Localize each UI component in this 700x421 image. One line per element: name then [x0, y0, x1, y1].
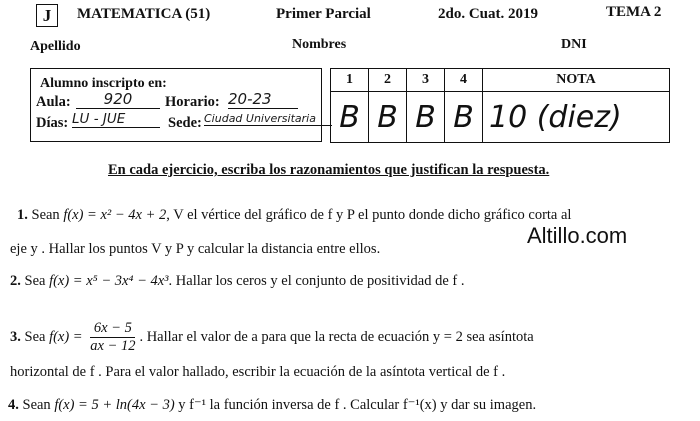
grade-value-3: B	[407, 92, 445, 143]
sede-value: Ciudad Universitaria	[204, 112, 332, 126]
exercise-1-function: f(x) = x² − 4x + 2	[63, 207, 167, 223]
exam-title: Primer Parcial	[276, 6, 371, 22]
grade-value-2: B	[369, 92, 407, 143]
exercise-4-number: 4.	[8, 397, 19, 413]
exercise-3-function-label: f(x) =	[49, 328, 83, 345]
grades-table	[330, 68, 670, 143]
aula-label: Aula:	[36, 94, 71, 110]
exercise-1-lead: Sean	[31, 207, 60, 223]
dias-label: Días:	[36, 115, 69, 131]
dias-value: LU - JUE	[72, 111, 160, 128]
exercise-1-number: 1.	[17, 207, 28, 223]
exercise-2-text: . Hallar los ceros y el conjunto de positividad de f .	[168, 273, 465, 289]
subject-title: MATEMATICA (51)	[77, 6, 211, 22]
exercise-2-number: 2.	[10, 273, 21, 289]
grade-header-4: 4	[445, 69, 483, 92]
term-label: 2do. Cuat. 2019	[438, 6, 539, 22]
exercise-3-denominator: ax − 12	[90, 338, 136, 354]
exercise-2-lead: Sea	[24, 273, 46, 289]
grade-value-1: B	[331, 92, 369, 143]
grades-value-row	[331, 92, 670, 143]
grades-header-row	[331, 69, 670, 92]
horario-value: 20-23	[228, 90, 298, 109]
exercise-3-fraction	[90, 320, 135, 355]
instructions: En cada ejercicio, escriba los razonamientos que justifican la respuesta.	[108, 162, 550, 178]
grade-header-1: 1	[331, 69, 369, 92]
exercise-4-function: f(x) = 5 + ln(4x − 3)	[54, 397, 175, 413]
aula-value: 920	[76, 90, 160, 109]
exercise-1-continuation: eje y . Hallar los puntos V y P y calcular la distancia entre ellos.	[10, 241, 381, 257]
sede-label: Sede:	[168, 115, 202, 131]
nota-value: 10 (diez)	[483, 92, 670, 143]
horario-label: Horario:	[165, 94, 220, 110]
exercise-3-number: 3.	[10, 328, 21, 345]
tema-letter-box: J	[36, 4, 58, 27]
exercise-2	[10, 273, 465, 290]
grade-header-2: 2	[369, 69, 407, 92]
student-info-title: Alumno inscripto en:	[40, 76, 167, 91]
exercise-3-lead: Sea	[24, 328, 46, 345]
dni-label: DNI	[561, 37, 587, 52]
exercise-4-lead: Sean	[22, 397, 51, 413]
nota-header: NOTA	[483, 69, 670, 92]
exercise-1	[17, 207, 571, 224]
tema-label: TEMA 2	[606, 4, 662, 20]
watermark: Altillo.com	[527, 223, 628, 248]
exercise-3-numerator: 6x − 5	[90, 320, 135, 338]
grade-value-4: B	[445, 92, 483, 143]
exercise-3	[10, 320, 534, 355]
nombres-label: Nombres	[292, 37, 347, 52]
grade-header-3: 3	[407, 69, 445, 92]
exercise-3-text: . Hallar el valor de a para que la recta de ecuación y = 2 sea asíntota	[139, 328, 534, 345]
exercise-4-text: y f⁻¹ la función inversa de f . Calcular f⁻¹(x) y dar su imagen.	[174, 397, 537, 413]
exercise-4	[8, 397, 536, 414]
apellido-label: Apellido	[30, 39, 81, 54]
exercise-3-continuation: horizontal de f . Para el valor hallado, escribir la ecuación de la asíntota vertical de f .	[10, 364, 506, 380]
exercise-2-function: f(x) = x⁵ − 3x⁴ − 4x³	[49, 273, 169, 289]
exercise-1-text: , V el vértice del gráfico de f y P el punto donde dicho gráfico corta al	[166, 207, 572, 223]
